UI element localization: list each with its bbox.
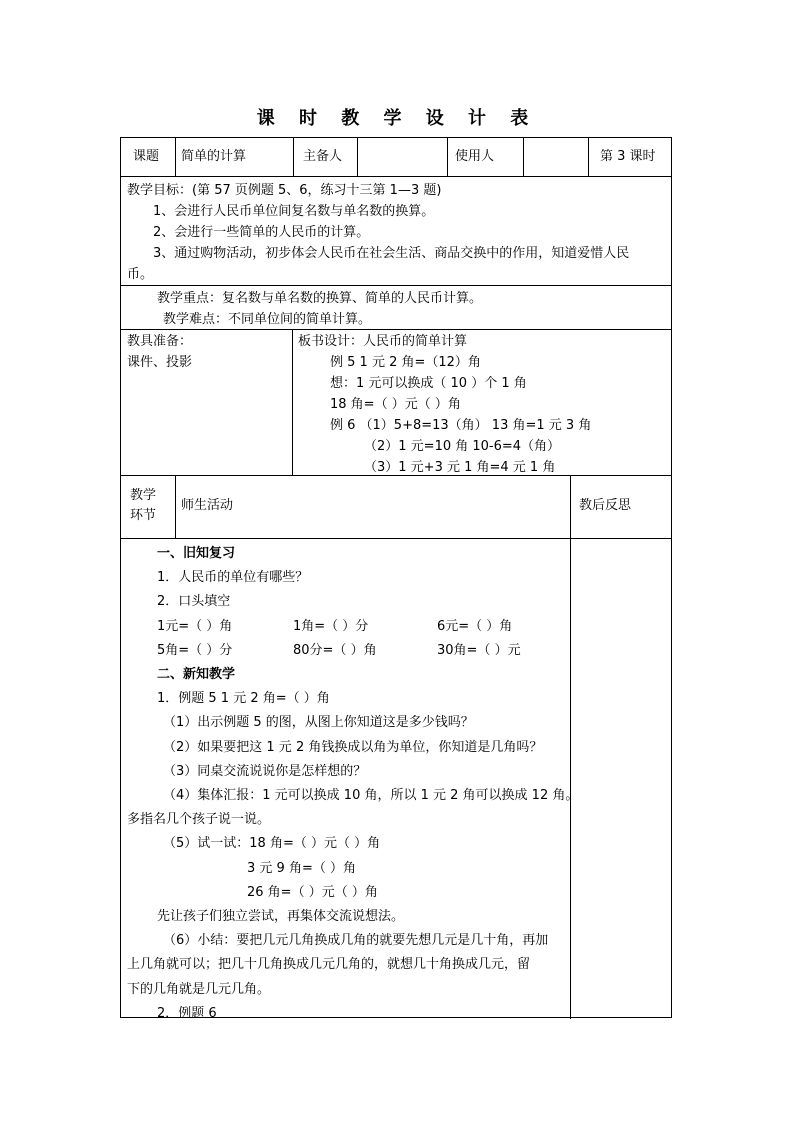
col-divider [175, 138, 176, 176]
body-line: 多指名几个孩子说一说。 [127, 812, 271, 828]
body-line: 2．例题 6 [157, 1005, 217, 1021]
fill-item: 1角=（ ）分 [293, 618, 369, 634]
key-point: 教学重点：复名数与单名数的换算、简单的人民币计算。 [157, 291, 483, 306]
phase-label: 教学环节 [130, 488, 157, 523]
col-divider [523, 138, 524, 176]
col-divider [292, 329, 293, 475]
board-line: （2）1 元=10 角 10-6=4（角） [364, 439, 561, 454]
reflection-label: 教后反思 [579, 498, 632, 513]
body-line: 上几角就可以；把几十几角换成几元几角的，就想几十角换成几元，留 [127, 957, 531, 973]
fill-row [127, 639, 567, 663]
col-divider [175, 475, 176, 538]
lesson-plan-table [120, 137, 672, 1021]
materials-label: 教具准备： [127, 334, 193, 349]
body-line: （4）集体汇报：1 元可以换成 10 角，所以 1 元 2 角可以换成 12 角。 [163, 788, 579, 803]
board-line: 例 6 （1）5+8=13（角） 13 角=1 元 3 角 [330, 418, 592, 433]
objectives-heading: 教学目标：(第 57 页例题 5、6，练习十三第 1—3 题) [127, 183, 442, 198]
board-line: 18 角=（ ）元（ ）角 [330, 397, 461, 412]
board-design-section [298, 331, 668, 478]
row-divider [121, 538, 671, 539]
body-line: 先让孩子们独立尝试，再集体交流说想法。 [157, 909, 405, 925]
section-heading: 二、新知教学 [157, 666, 236, 682]
body-line: （2）如果要把这 1 元 2 角钱换成以角为单位，你知道是几角吗？ [163, 739, 543, 755]
section-heading: 一、旧知复习 [157, 546, 236, 561]
board-line: 想：1 元可以换成（ 10 ）个 1 角 [330, 376, 527, 391]
board-line: （3）1 元+3 元 1 角=4 元 1 角 [364, 460, 556, 475]
fill-item: 30角=（ ）元 [437, 642, 521, 658]
objectives-section [127, 180, 667, 285]
label-preparer: 主备人 [303, 149, 343, 164]
fill-item: 5角=（ ）分 [157, 642, 233, 658]
focus-section [127, 288, 667, 330]
activity-body [127, 542, 579, 1026]
row-divider [121, 285, 671, 286]
col-divider [588, 138, 589, 176]
body-line: （5）试一试：18 角=（ ）元（ ）角 [163, 836, 381, 852]
col-divider [293, 138, 294, 176]
board-line: 例 5 1 元 2 角=（12）角 [330, 355, 481, 370]
body-line: （6）小结：要把几元几角换成几角的就要先想几元是几十角，再加 [163, 933, 549, 949]
col-divider [357, 138, 358, 176]
body-line: 26 角=（ ）元（ ）角 [247, 884, 378, 900]
col-divider [447, 138, 448, 176]
objective-item-continued: 币。 [127, 267, 154, 282]
body-line: 下的几角就是几元几角。 [127, 981, 271, 997]
fill-item: 80分=（ ）角 [293, 642, 377, 658]
fill-item: 6元=（ ）角 [437, 618, 513, 634]
row-divider [121, 176, 671, 177]
objective-item: 1、会进行人民币单位间复名数与单名数的换算。 [153, 204, 435, 219]
body-line: 2．口头填空 [157, 594, 231, 610]
materials-content: 课件、投影 [127, 355, 193, 370]
page-title: 课 时 教 学 设 计 表 [256, 108, 538, 129]
period-value: 第 3 课时 [600, 149, 656, 164]
board-title: 板书设计：人民币的简单计算 [298, 334, 468, 349]
objective-item: 3、通过购物活动，初步体会人民币在社会生活、商品交换中的作用，知道爱惜人民 [153, 246, 630, 261]
body-line: 3 元 9 角=（ ）角 [247, 860, 356, 876]
topic-value: 简单的计算 [181, 149, 247, 164]
body-line: 1．例题 5 1 元 2 角=（ ）角 [157, 691, 330, 707]
materials-section [127, 331, 287, 373]
body-line: （1）出示例题 5 的图，从图上你知道这是多少钱吗？ [163, 715, 474, 731]
col-divider [570, 475, 571, 1019]
body-line: （3）同桌交流说说你是怎样想的？ [163, 763, 367, 779]
label-topic: 课题 [133, 149, 160, 164]
difficulty-point: 教学难点：不同单位间的简单计算。 [163, 312, 372, 327]
body-line: 1．人民币的单位有哪些？ [157, 570, 309, 586]
fill-item: 1元=（ ）角 [157, 618, 233, 634]
objective-item: 2、会进行一些简单的人民币的计算。 [153, 225, 370, 240]
label-user: 使用人 [455, 149, 495, 164]
activity-label: 师生活动 [181, 498, 234, 513]
fill-row [127, 615, 567, 639]
